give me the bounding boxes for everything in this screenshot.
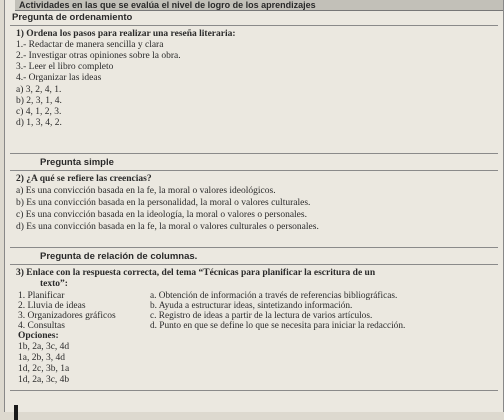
- options-label: Opciones:: [18, 331, 59, 341]
- option-item: a) 3, 2, 4, 1.: [16, 85, 62, 95]
- step-item: 2.- Investigar otras opiniones sobre la obra.: [16, 51, 181, 61]
- option-item: a) Es una convicción basada en la fe, la moral o valores ideológicos.: [16, 186, 276, 196]
- question-2: 2) ¿A qué se refiere las creencias?: [16, 174, 152, 184]
- left-column-item: 3. Organizadores gráficos: [18, 311, 116, 321]
- option-item: 1d, 2a, 3c, 4b: [18, 375, 70, 385]
- question-3-line-1: 3) Enlace con la respuesta correcta, del tema “Técnicas para planificar la escritura de un: [16, 268, 376, 278]
- option-item: 1a, 2b, 3, 4d: [18, 353, 65, 363]
- divider: [10, 390, 498, 391]
- divider: [10, 247, 498, 248]
- question-3-line-2: texto”:: [40, 279, 68, 289]
- option-item: c) Es una convicción basada en la ideología, la moral o valores o personales.: [16, 210, 307, 220]
- option-item: d) 1, 3, 4, 2.: [16, 118, 62, 128]
- divider: [10, 264, 498, 265]
- left-column-item: 4. Consultas: [18, 321, 65, 331]
- option-item: b) 2, 3, 1, 4.: [16, 96, 62, 106]
- right-column-item: d. Punto en que se define lo que se necesita para iniciar la redacción.: [150, 321, 406, 331]
- divider: [10, 25, 498, 26]
- header-banner: Actividades en las que se evalúa el nivel de logro de los aprendizajes: [15, 0, 503, 11]
- left-column-item: 1. Planificar: [18, 291, 65, 301]
- step-item: 1.- Redactar de manera sencilla y clara: [16, 40, 164, 50]
- question-1: 1) Ordena los pasos para realizar una reseña literaria:: [16, 29, 236, 39]
- left-column-item: 2. Lluvia de ideas: [18, 301, 86, 311]
- option-item: b) Es una convicción basada en la personalidad, la moral o valores culturales.: [16, 198, 311, 208]
- step-item: 3.- Leer el libro completo: [16, 62, 114, 72]
- right-column-item: a. Obtención de información a través de referencias bibliográficas.: [150, 291, 398, 301]
- section-3-title: Pregunta de relación de columnas.: [40, 251, 198, 262]
- divider: [10, 153, 498, 154]
- section-1-title: Pregunta de ordenamiento: [12, 12, 133, 23]
- page-edge-marker: [14, 405, 18, 420]
- right-column-item: b. Ayuda a estructurar ideas, sintetizando información.: [150, 301, 353, 311]
- step-item: 4.- Organizar las ideas: [16, 73, 102, 83]
- divider: [10, 170, 498, 171]
- option-item: c) 4, 1, 2, 3.: [16, 107, 62, 117]
- option-item: d) Es una convicción basada en la fe, la moral o valores culturales o personales.: [16, 222, 319, 232]
- section-2-title: Pregunta simple: [40, 157, 114, 168]
- right-column-item: c. Registro de ideas a partir de la lectura de varios artículos.: [150, 311, 373, 321]
- option-item: 1d, 2c, 3b, 1a: [18, 364, 70, 374]
- option-item: 1b, 2a, 3c, 4d: [18, 342, 70, 352]
